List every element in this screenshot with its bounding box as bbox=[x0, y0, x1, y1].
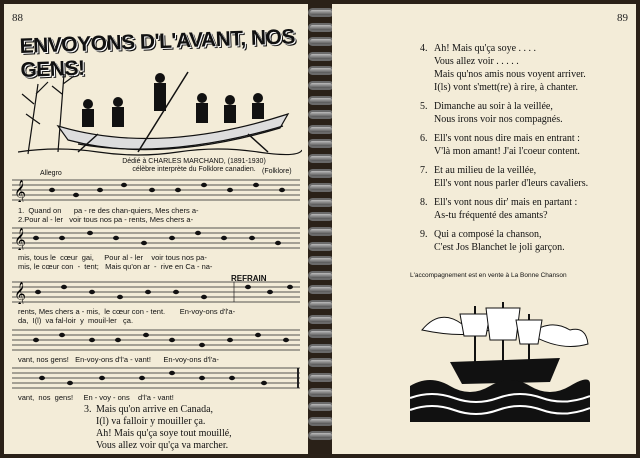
spiral-coil bbox=[308, 285, 334, 294]
tempo-marking: Allegro bbox=[40, 170, 62, 177]
spiral-coil bbox=[308, 183, 334, 192]
verse-3: 3. Mais qu'on arrive en Canada, I(l) va falloir y mouiller ça. Ah! Mais qu'ça soye tout mouillé, Vous allez voir qu'ça va marcher. bbox=[84, 404, 232, 451]
stanza-8: 8. Ell's vont nous dir' mais en partant : As-tu fréquenté des amants? bbox=[420, 197, 578, 221]
canoe-illustration bbox=[18, 64, 302, 156]
source-label: (Folklore) bbox=[262, 168, 292, 175]
spiral-coil bbox=[308, 315, 334, 324]
spiral-coil bbox=[308, 271, 334, 280]
spiral-coil bbox=[308, 227, 334, 236]
accompaniment-note: L'accompagnement est en vente à La Bonne Chanson bbox=[410, 272, 567, 279]
music-staff bbox=[12, 280, 300, 304]
spiral-coil bbox=[308, 388, 334, 397]
lyric-line: vant, nos gens! En - voy - ons d'l'a - vant! bbox=[18, 393, 174, 402]
spiral-coil bbox=[308, 139, 334, 148]
lyric-line: mis, le cœur con - tent; Mais qu'on ar - rive en Ca - na- bbox=[18, 262, 213, 271]
spiral-coil bbox=[308, 242, 334, 251]
svg-text:𝄞: 𝄞 bbox=[14, 281, 26, 304]
stanza-7: 7. Et au milieu de la veillée, Ell's vont nous parler d'leurs cavaliers. bbox=[420, 165, 589, 189]
spiral-coil bbox=[308, 256, 334, 265]
refrain-label: REFRAIN bbox=[231, 274, 267, 283]
spiral-coil bbox=[308, 37, 334, 46]
music-staff bbox=[12, 226, 300, 250]
lyric-line: mis, tous le cœur gai, Pour al - ler voir tous nos pa- bbox=[18, 253, 207, 262]
music-staff bbox=[12, 178, 300, 202]
stanza-4: 4. Ah! Mais qu'ça soye . . . . Vous allez voir . . . . . Mais qu'nos amis nous voyent arriver. I(ls) vont s'mett(re) à rire, à chanter. bbox=[420, 43, 586, 93]
lyric-line: vant, nos gens! En-voy-ons d'l'a - vant! En-voy-ons d'l'a- bbox=[18, 355, 219, 364]
svg-text:𝄞: 𝄞 bbox=[14, 227, 26, 250]
right-page bbox=[332, 4, 636, 454]
spiral-coil bbox=[308, 23, 334, 32]
spiral-coil bbox=[308, 125, 334, 134]
spiral-coil bbox=[308, 373, 334, 382]
lyric-line: da, I(l) va fal-loir y mouil-ler ça. bbox=[18, 316, 134, 325]
stanza-5: 5. Dimanche au soir à la veillée, Nous irons voir nos compagnés. bbox=[420, 101, 563, 125]
spiral-coil bbox=[308, 212, 334, 221]
sailing-ship-illustration bbox=[410, 300, 590, 422]
spiral-coil bbox=[308, 154, 334, 163]
lyric-line: 1. Quand on pa - re des chan-quiers, Mes chers a- bbox=[18, 206, 199, 215]
spiral-coil bbox=[308, 300, 334, 309]
left-page bbox=[4, 4, 308, 454]
spiral-coil bbox=[308, 110, 334, 119]
spiral-coil bbox=[308, 52, 334, 61]
spiral-coil bbox=[308, 66, 334, 75]
music-staff bbox=[12, 328, 300, 352]
stanza-6: 6. Ell's vont nous dire mais en entrant : V'là mon amant! J'ai l'coeur content. bbox=[420, 133, 580, 157]
spiral-coil bbox=[308, 417, 334, 426]
spiral-coil bbox=[308, 431, 334, 440]
music-staff bbox=[12, 366, 300, 390]
lyric-line: rents, Mes chers a - mis, le cœur con - tent. En-voy-ons d'l'a- bbox=[18, 307, 236, 316]
page-number-left: 88 bbox=[12, 12, 23, 24]
spiral-coil bbox=[308, 358, 334, 367]
spiral-coil bbox=[308, 169, 334, 178]
stanza-list bbox=[420, 42, 630, 260]
dedication: Dédié à CHARLES MARCHAND, (1891-1930) célèbre interprète du Folklore canadien. bbox=[122, 158, 266, 173]
stanza-9: 9. Qui a composé la chanson, C'est Jos Blanchet le joli garçon. bbox=[420, 229, 565, 253]
song-title: ENVOYONS D'L'AVANT, NOS GENS! bbox=[19, 25, 296, 82]
spiral-coil bbox=[308, 198, 334, 207]
spiral-coil bbox=[308, 8, 334, 17]
spiral-binding bbox=[306, 8, 334, 452]
page-number-right: 89 bbox=[617, 12, 628, 24]
spiral-coil bbox=[308, 402, 334, 411]
spiral-coil bbox=[308, 344, 334, 353]
spiral-coil bbox=[308, 329, 334, 338]
svg-text:𝄞: 𝄞 bbox=[14, 179, 26, 202]
lyric-line: 2.Pour al - ler voir tous nos pa - rents, Mes chers a- bbox=[18, 215, 194, 224]
spiral-coil bbox=[308, 81, 334, 90]
spiral-coil bbox=[308, 96, 334, 105]
